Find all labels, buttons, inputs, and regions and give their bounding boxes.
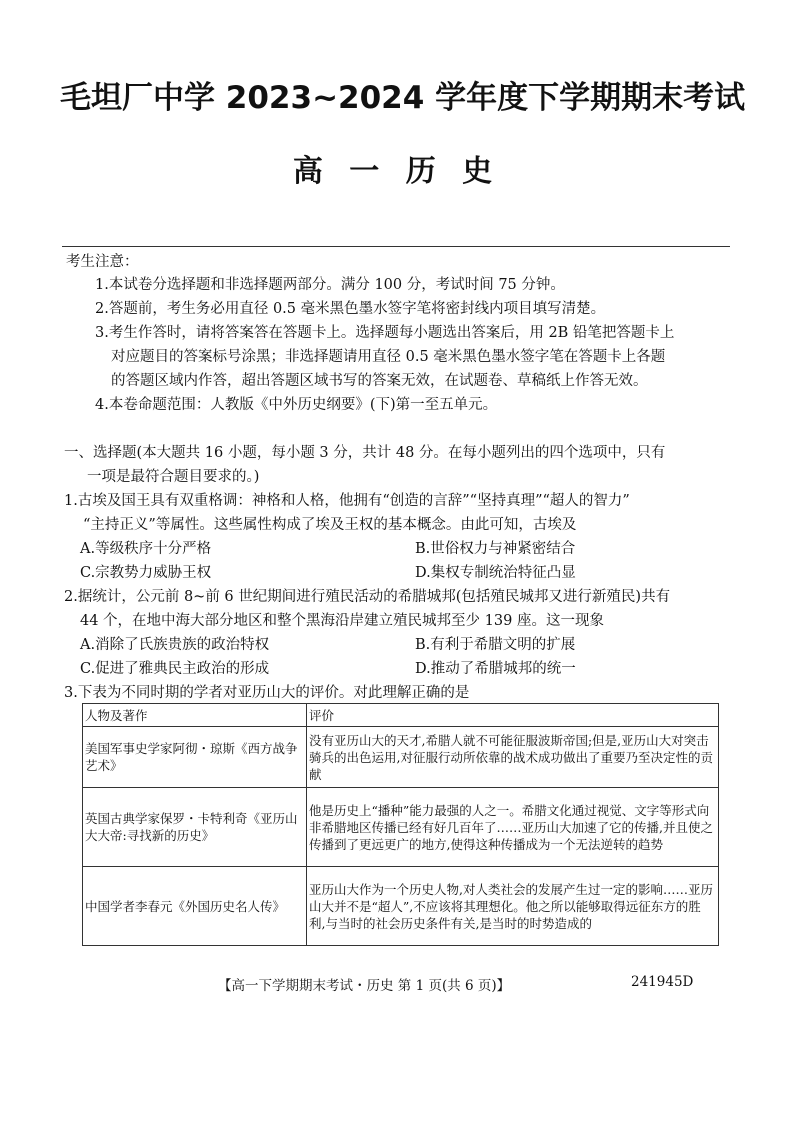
notice-item: 3.考生作答时，请将答案答在答题卡上。选择题每小题选出答案后，用 2B 铅笔把答题卡上 xyxy=(95,325,675,341)
exam-title: 毛坦厂中学 2023~2024 学年度下学期期末考试 xyxy=(60,80,746,116)
question-1-option-a: A.等级秩序十分严格 xyxy=(80,541,212,557)
table-cell-author: 中国学者李春元《外国历史名人传》 xyxy=(83,867,307,946)
evaluation-table xyxy=(82,703,719,946)
question-2-stem-cont: 44 个，在地中海大部分地区和整个黑海沿岸建立殖民城邦至少 139 座。这一现象 xyxy=(80,613,604,629)
notice-item-cont: 的答题区域内作答，超出答题区域书写的答案无效，在试题卷、草稿纸上作答无效。 xyxy=(111,373,648,389)
question-2-stem: 2.据统计，公元前 8~前 6 世纪期间进行殖民活动的希腊城邦(包括殖民城邦又进行新殖民)共有 xyxy=(64,589,671,605)
notice-item: 4.本卷命题范围：人教版《中外历史纲要》(下)第一至五单元。 xyxy=(95,397,498,413)
notice-item: 1.本试卷分选择题和非选择题两部分。满分 100 分，考试时间 75 分钟。 xyxy=(95,277,565,293)
question-2-option-d: D.推动了希腊城邦的统一 xyxy=(415,661,576,677)
subject-title: 高 一 历 史 xyxy=(292,154,501,189)
table-cell-author: 英国古典学家保罗・卡特利奇《亚历山大大帝:寻找新的历史》 xyxy=(83,788,307,867)
table-row xyxy=(83,727,719,788)
table-header-cell: 评价 xyxy=(307,704,719,727)
table-cell-evaluation: 他是历史上“播种”能力最强的人之一。希腊文化通过视觉、文字等形式向非希腊地区传播已经有好几百年了……亚历山大加速了它的传播,并且使之传播到了更远更广的地方,使得这种传播成为一个无法逆转的趋势 xyxy=(307,788,719,867)
table-row xyxy=(83,788,719,867)
notice-heading: 考生注意： xyxy=(66,254,139,270)
table-cell-evaluation: 没有亚历山大的天才,希腊人就不可能征服波斯帝国;但是,亚历山大对突击骑兵的出色运用,对征服行动所依靠的战术成功做出了重要乃至决定性的贡献 xyxy=(307,727,719,788)
notice-item-cont: 对应题目的答案标号涂黑；非选择题请用直径 0.5 毫米黑色墨水签字笔在答题卡上各题 xyxy=(111,349,666,365)
table-row xyxy=(83,867,719,946)
question-1-stem: 1.古埃及国王具有双重格调：神格和人格，他拥有“创造的言辞”“坚持真理”“超人的智力” xyxy=(64,493,630,509)
footer-label: 【高一下学期期末考试・历史 第 1 页(共 6 页)】 xyxy=(218,978,511,994)
question-2-option-a: A.消除了氏族贵族的政治特权 xyxy=(80,637,270,653)
section-heading: 一、选择题(本大题共 16 小题，每小题 3 分，共计 48 分。在每小题列出的四个选项中，只有 xyxy=(64,445,666,461)
header-divider xyxy=(62,246,730,247)
question-1-option-b: B.世俗权力与神紧密结合 xyxy=(415,541,576,557)
section-heading-cont: 一项是最符合题目要求的。) xyxy=(87,469,260,485)
question-1-option-c: C.宗教势力威胁王权 xyxy=(80,565,212,581)
footer-code: 241945D xyxy=(631,974,694,990)
question-2-option-b: B.有利于希腊文明的扩展 xyxy=(415,637,576,653)
table-header-row xyxy=(83,704,719,727)
question-1-option-d: D.集权专制统治特征凸显 xyxy=(415,565,576,581)
question-1-stem-cont: “主持正义”等属性。这些属性构成了埃及王权的基本概念。由此可知，古埃及 xyxy=(83,517,577,533)
question-2-option-c: C.促进了雅典民主政治的形成 xyxy=(80,661,270,677)
table-cell-author: 美国军事史学家阿彻・琼斯《西方战争艺术》 xyxy=(83,727,307,788)
table-header-cell: 人物及著作 xyxy=(83,704,307,727)
question-3-stem: 3.下表为不同时期的学者对亚历山大的评价。对此理解正确的是 xyxy=(64,685,470,701)
notice-item: 2.答题前，考生务必用直径 0.5 毫米黑色墨水签字笔将密封线内项目填写清楚。 xyxy=(95,301,606,317)
table-cell-evaluation: 亚历山大作为一个历史人物,对人类社会的发展产生过一定的影响……亚历山大并不是“超人”,不应该将其理想化。他之所以能够取得远征东方的胜利,与当时的社会历史条件有关,是当时的时势造成的 xyxy=(307,867,719,946)
